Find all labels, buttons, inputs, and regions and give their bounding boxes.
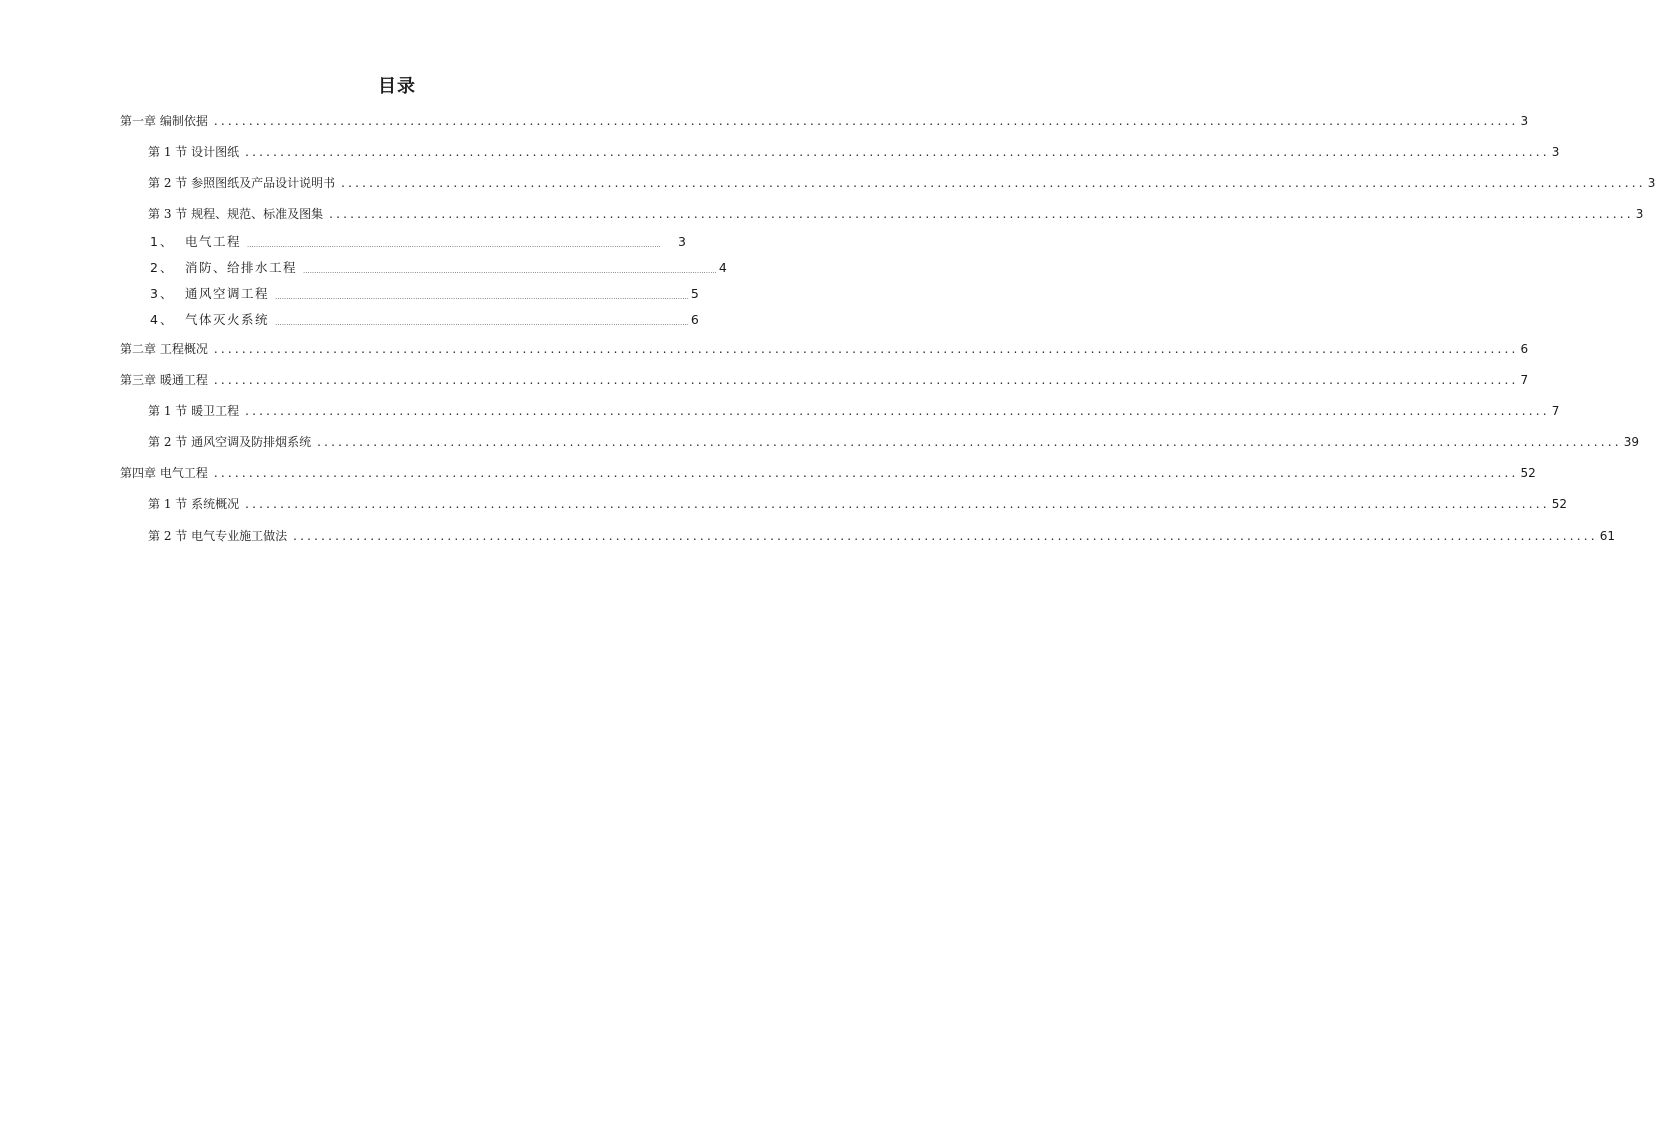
toc-page-number: 61	[1599, 529, 1616, 543]
toc-page-number: 3	[678, 234, 686, 249]
toc-page-number: 39	[1623, 435, 1640, 449]
toc-entry-section-4-2[interactable]	[148, 528, 1616, 544]
toc-entry-label: 第四章 电气工程	[120, 466, 208, 480]
toc-page-number: 3	[1647, 176, 1655, 190]
toc-leader: ..........................................................................................................................................................................................	[329, 207, 1634, 221]
toc-entry-label: 第 1 节 设计图纸	[148, 145, 240, 159]
toc-entry-label	[150, 234, 247, 250]
toc-entry-chapter-4[interactable]	[120, 465, 1536, 481]
toc-leader: ..........................................................................................................................................................................................	[213, 373, 1519, 387]
toc-entry-label: 第 1 节 暖卫工程	[148, 404, 240, 418]
toc-leader: ..........................................................................................................................................................................................	[213, 342, 1519, 356]
toc-leader: ..........................................................................................................................................................................................	[245, 145, 1550, 159]
toc-entry-label: 第 2 节 参照图纸及产品设计说明书	[148, 176, 336, 190]
toc-leader: ..........................................................................................................................................................................................	[275, 293, 689, 301]
toc-entry-label: 第 2 节 通风空调及防排烟系统	[148, 435, 312, 449]
toc-leader: ..........................................................................................................................................................................................	[213, 114, 1519, 128]
toc-entry-section-4-1[interactable]	[148, 496, 1568, 512]
toc-entry-item-3[interactable]	[150, 286, 699, 302]
toc-page-number: 6	[1520, 342, 1529, 356]
toc-entry-label: 第 2 节 电气专业施工做法	[148, 529, 288, 543]
toc-title: 目录	[378, 76, 416, 97]
toc-entry-label	[150, 260, 303, 276]
toc-entry-section-3-2[interactable]	[148, 434, 1640, 450]
toc-page-number: 52	[1520, 466, 1536, 480]
toc-leader: ..........................................................................................................................................................................................	[245, 404, 1550, 418]
toc-leader: ..........................................................................................................................................................................................	[303, 267, 717, 275]
toc-leader: ..........................................................................................................................................................................................	[317, 435, 1622, 449]
toc-item-text: 通风空调工程	[185, 286, 270, 301]
toc-entry-chapter-3[interactable]	[120, 372, 1529, 388]
toc-item-number: 1、	[150, 234, 175, 249]
toc-entry-label	[150, 312, 275, 328]
toc-item-text: 气体灭火系统	[185, 312, 270, 327]
toc-leader: ..........................................................................................................................................................................................	[213, 466, 1519, 480]
toc-entry-label: 第 1 节 系统概况	[148, 497, 240, 511]
toc-page-number: 5	[690, 286, 699, 301]
toc-item-text: 电气工程	[185, 234, 242, 249]
toc-page-number: 4	[718, 260, 727, 275]
toc-page-number: 7	[1520, 373, 1529, 387]
toc-entry-label	[150, 286, 275, 302]
toc-item-number: 3、	[150, 286, 175, 301]
toc-entry-section-1-1[interactable]	[148, 144, 1560, 160]
toc-entry-label: 第三章 暖通工程	[120, 373, 208, 387]
toc-entry-item-1[interactable]	[150, 234, 686, 250]
toc-entry-section-1-3[interactable]	[148, 206, 1644, 222]
toc-page-number: 7	[1551, 404, 1560, 418]
toc-entry-label: 第二章 工程概况	[120, 342, 208, 356]
toc-leader: ..........................................................................................................................................................................................	[245, 497, 1550, 511]
toc-entry-label: 第 3 节 规程、规范、标准及图集	[148, 207, 324, 221]
toc-page-number: 3	[1635, 207, 1644, 221]
toc-page-number: 6	[690, 312, 699, 327]
toc-item-text: 消防、给排水工程	[185, 260, 298, 275]
toc-entry-section-1-2[interactable]	[148, 175, 1655, 191]
toc-entry-section-3-1[interactable]	[148, 403, 1560, 419]
toc-leader: ..........................................................................................................................................................................................	[293, 529, 1598, 543]
toc-leader: ..........................................................................................................................................................................................	[247, 241, 661, 249]
toc-page-number: 3	[1520, 114, 1529, 128]
toc-entry-label: 第一章 编制依据	[120, 114, 208, 128]
toc-page-number: 52	[1551, 497, 1568, 511]
toc-leader: ..........................................................................................................................................................................................	[341, 176, 1646, 190]
toc-page-number: 3	[1551, 145, 1560, 159]
toc-entry-chapter-1[interactable]	[120, 113, 1529, 129]
toc-entry-item-2[interactable]	[150, 260, 727, 276]
toc-entry-chapter-2[interactable]	[120, 341, 1529, 357]
toc-entry-item-4[interactable]	[150, 312, 699, 328]
toc-item-number: 4、	[150, 312, 175, 327]
toc-leader: ..........................................................................................................................................................................................	[275, 319, 689, 327]
toc-item-number: 2、	[150, 260, 175, 275]
